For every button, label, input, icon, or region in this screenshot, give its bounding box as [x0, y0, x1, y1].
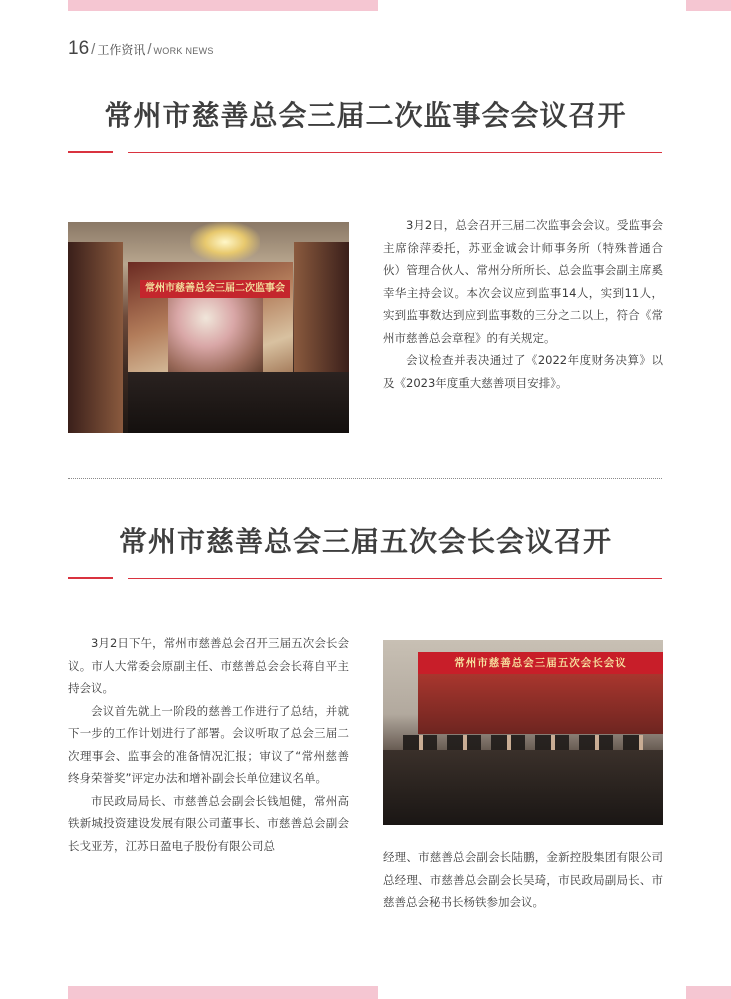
- article2-continuation: 经理、市慈善总会副会长陆鹏，金新控股集团有限公司总经理、市慈善总会副会长吴琦，市民政局副局长、市慈善总会秘书长杨铁参加会议。: [383, 850, 663, 909]
- article2-photo: [383, 640, 663, 825]
- top-band-right: [686, 0, 731, 11]
- article1-title: 常州市慈善总会三届二次监事会会议召开: [104, 99, 627, 132]
- article2-paragraph: 会议首先就上一阶段的慈善工作进行了总结，并就下一步的工作计划进行了部署。会议听取了总会三届二次理事会、监事会的准备情况汇报；审议了“常州慈善终身荣誉奖”评定办法和增补副会长单位建议名单。: [68, 703, 349, 785]
- article1-photo: [68, 222, 349, 433]
- section-divider: [68, 478, 662, 479]
- bottom-band: [68, 986, 378, 999]
- article2-paragraph: 3月2日下午，常州市慈善总会召开三届五次会长会议。市人大常委会原副主任、市慈善总会会长蒋自平主持会议。: [68, 636, 349, 695]
- article2-body-left: [68, 632, 349, 857]
- running-header: [68, 38, 214, 62]
- top-band: [68, 0, 378, 11]
- article1-paragraph: 3月2日，总会召开三届二次监事会会议。受监事会主席徐萍委托，苏亚金诚会计师事务所（特殊普通合伙）管理合伙人、常州分所所长、总会监事会副主席奚幸华主持会议。本次会议应到监事14人，实到11人，实到监事数达到应到监事数的三分之二以上，符合《常州市慈善总会章程》的有关规定。: [383, 218, 663, 345]
- article2-title: 常州市慈善总会三届五次会长会议召开: [118, 525, 612, 558]
- section-title-en: WORK NEWS: [153, 46, 214, 56]
- article2-paragraph: 市民政局局长、市慈善总会副会长钱旭健，常州高铁新城投资建设发展有限公司董事长、市慈善总会副会长戈亚芳，江苏日盈电子股份有限公司总: [68, 793, 349, 853]
- article1-paragraph: 会议检查并表决通过了《2022年度财务决算》以及《2023年度重大慈善项目安排》。: [383, 353, 663, 390]
- page-number: 16: [68, 38, 90, 59]
- article2-photo-banner: 常州市慈善总会三届五次会长会议: [418, 652, 663, 674]
- bottom-band-right: [686, 986, 731, 999]
- section-title-cn: 工作资讯: [97, 43, 146, 57]
- header-separator: /: [91, 41, 96, 58]
- chandelier: [190, 222, 260, 262]
- article2-rule-short: [68, 577, 113, 579]
- header-separator: /: [147, 41, 152, 58]
- article1-rule-long: [128, 152, 662, 153]
- article2-body-right: [383, 846, 663, 914]
- article1-body: [383, 214, 663, 394]
- article1-photo-banner: 常州市慈善总会三届二次监事会: [140, 280, 290, 298]
- article2-rule-long: [128, 578, 662, 579]
- article1-rule-short: [68, 151, 113, 153]
